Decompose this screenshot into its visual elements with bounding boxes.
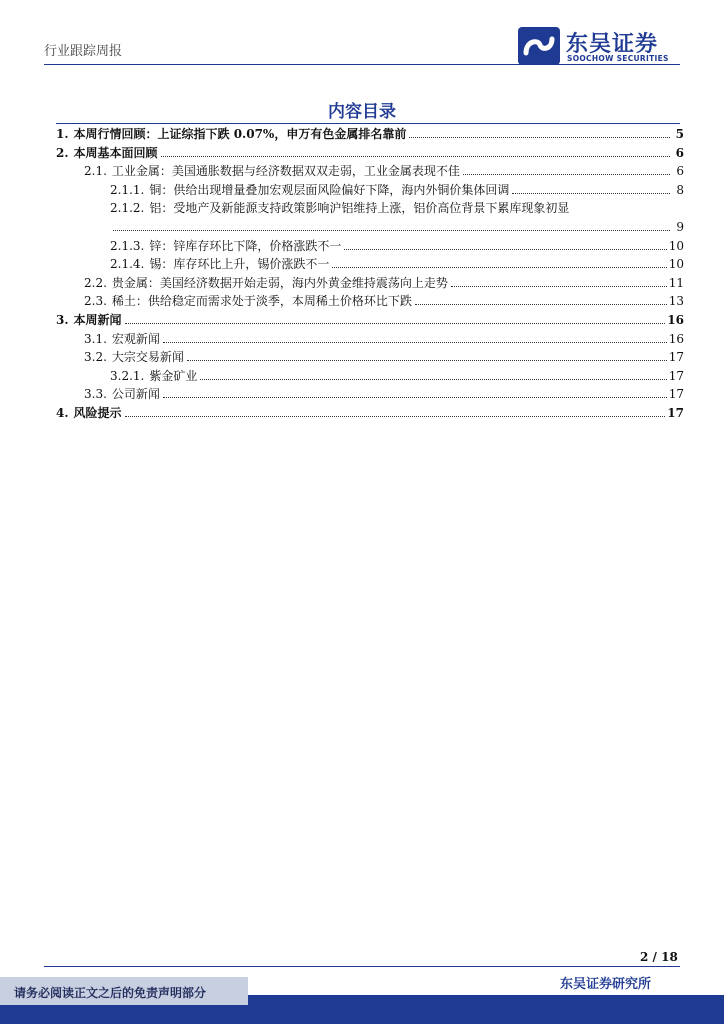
toc-leader-dots bbox=[409, 137, 670, 138]
logo-english-name: SOOCHOW SECURITIES bbox=[567, 54, 669, 63]
toc-item-number: 2.1. bbox=[84, 164, 107, 179]
toc-item-page: 17 bbox=[668, 368, 684, 383]
toc-item-number: 2.1.2. bbox=[110, 201, 145, 216]
toc-item-page: 17 bbox=[667, 405, 684, 420]
toc-title-divider bbox=[56, 123, 680, 124]
page-indicator: 2 / 18 bbox=[640, 950, 678, 964]
disclaimer-text: 请务必阅读正文之后的免责声明部分 bbox=[14, 986, 207, 1000]
table-of-contents bbox=[56, 125, 684, 423]
toc-item-page: 9 bbox=[676, 219, 684, 234]
toc-item-page: 8 bbox=[676, 182, 684, 197]
toc-item-page: 10 bbox=[668, 238, 684, 253]
toc-item-text: 本周新闻 bbox=[73, 312, 122, 327]
toc-item-number: 2.1.3. bbox=[110, 238, 145, 253]
toc-item-page: 17 bbox=[668, 350, 684, 365]
toc-item-text: 大宗交易新闻 bbox=[111, 350, 184, 365]
toc-item-number: 2.1.4. bbox=[110, 257, 145, 272]
toc-item[interactable] bbox=[56, 311, 684, 330]
toc-item[interactable] bbox=[56, 144, 684, 163]
toc-leader-dots bbox=[163, 342, 667, 343]
toc-item-text: 本周行情回顾：上证综指下跌 0.07%，申万有色金属排名靠前 bbox=[73, 127, 407, 141]
toc-item-number: 2.1.1. bbox=[110, 182, 145, 197]
toc-item[interactable] bbox=[56, 367, 684, 386]
header-divider bbox=[44, 64, 680, 65]
toc-leader-dots bbox=[161, 156, 670, 157]
toc-item-number: 3.3. bbox=[84, 387, 107, 402]
report-type-label: 行业跟踪周报 bbox=[44, 44, 123, 59]
toc-leader-dots bbox=[344, 249, 666, 250]
toc-item[interactable] bbox=[56, 255, 684, 274]
toc-item[interactable] bbox=[56, 181, 684, 200]
toc-item[interactable] bbox=[56, 404, 684, 423]
toc-item-text: 本周基本面回顾 bbox=[73, 145, 158, 160]
toc-item-text: 锌：锌库存环比下降，价格涨跌不一 bbox=[149, 238, 342, 253]
toc-item-continuation[interactable] bbox=[56, 218, 684, 237]
toc-item-text: 工业金属：美国通胀数据与经济数据双双走弱，工业金属表现不佳 bbox=[111, 164, 460, 179]
toc-leader-dots bbox=[187, 360, 667, 361]
toc-item-number: 2.2. bbox=[84, 275, 107, 290]
toc-item-page: 16 bbox=[667, 312, 684, 327]
toc-item-number: 1. bbox=[56, 127, 69, 141]
toc-item[interactable] bbox=[56, 348, 684, 367]
toc-item[interactable] bbox=[56, 162, 684, 181]
toc-leader-dots bbox=[200, 379, 666, 380]
toc-item-number: 3.2. bbox=[84, 350, 107, 365]
toc-item-page: 5 bbox=[675, 127, 684, 141]
footer-bar-left bbox=[0, 1005, 248, 1024]
toc-item-number: 2.3. bbox=[84, 294, 107, 309]
toc-item[interactable] bbox=[56, 385, 684, 404]
toc-leader-dots bbox=[463, 174, 670, 175]
toc-leader-dots bbox=[451, 286, 667, 287]
toc-item[interactable] bbox=[56, 125, 684, 144]
footer-organization: 东吴证券研究所 bbox=[560, 977, 652, 992]
toc-leader-dots bbox=[113, 230, 670, 231]
toc-item-number: 2. bbox=[56, 145, 69, 160]
toc-item-number: 4. bbox=[56, 405, 69, 420]
toc-item[interactable] bbox=[56, 274, 684, 293]
toc-item-text: 铝：受地产及新能源支持政策影响沪铝维持上涨，铝价高位背景下累库现象初显 bbox=[149, 201, 570, 216]
toc-item-page: 16 bbox=[668, 331, 684, 346]
toc-item-page: 6 bbox=[675, 145, 684, 160]
toc-item-page: 10 bbox=[668, 257, 684, 272]
toc-item[interactable] bbox=[56, 199, 684, 218]
toc-item-page: 17 bbox=[668, 387, 684, 402]
soochow-logo-icon bbox=[518, 27, 560, 65]
toc-item-text: 风险提示 bbox=[73, 405, 122, 420]
toc-item-text: 稀土：供给稳定而需求处于淡季，本周稀土价格环比下跌 bbox=[111, 294, 412, 309]
toc-leader-dots bbox=[512, 193, 670, 194]
toc-item-page: 6 bbox=[676, 164, 684, 179]
toc-item-number: 3.2.1. bbox=[110, 368, 145, 383]
toc-item-page: 13 bbox=[668, 294, 684, 309]
disclaimer-banner bbox=[0, 977, 248, 1005]
footer-bar bbox=[248, 995, 724, 1024]
toc-leader-dots bbox=[125, 416, 666, 417]
toc-leader-dots bbox=[163, 397, 667, 398]
toc-item-text: 贵金属：美国经济数据开始走弱，海内外黄金维持震荡向上走势 bbox=[111, 275, 448, 290]
footer-divider bbox=[44, 966, 680, 967]
toc-item-text: 锡：库存环比上升，锡价涨跌不一 bbox=[149, 257, 330, 272]
toc-item-text: 紫金矿业 bbox=[149, 368, 198, 383]
toc-item-text: 公司新闻 bbox=[111, 387, 160, 402]
toc-leader-dots bbox=[415, 304, 667, 305]
logo-chinese-name: 东吴证券 bbox=[566, 32, 659, 57]
toc-leader-dots bbox=[125, 323, 666, 324]
toc-leader-dots bbox=[332, 267, 666, 268]
toc-item-page: 11 bbox=[668, 275, 684, 290]
toc-item-text: 铜：供给出现增量叠加宏观层面风险偏好下降，海内外铜价集体回调 bbox=[149, 182, 510, 197]
toc-item-number: 3. bbox=[56, 312, 69, 327]
toc-item[interactable] bbox=[56, 292, 684, 311]
toc-title: 内容目录 bbox=[328, 102, 396, 122]
toc-item[interactable] bbox=[56, 237, 684, 256]
toc-item[interactable] bbox=[56, 330, 684, 349]
toc-item-number: 3.1. bbox=[84, 331, 107, 346]
toc-item-text: 宏观新闻 bbox=[111, 331, 160, 346]
company-logo bbox=[518, 27, 678, 67]
